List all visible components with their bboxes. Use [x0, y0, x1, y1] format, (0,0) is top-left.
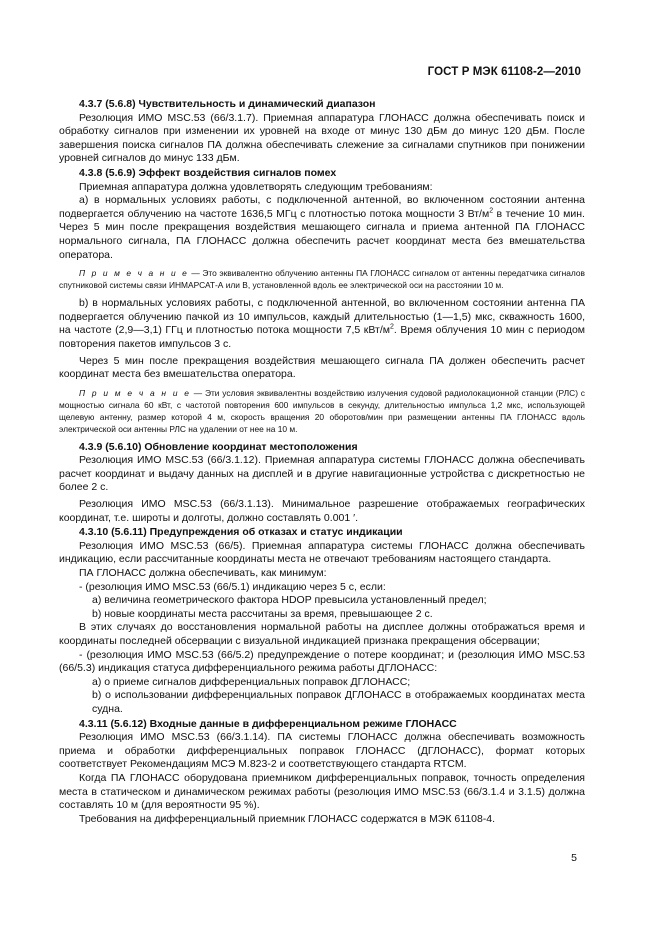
- list-item-a: а) о приеме сигналов дифференциальных поправок ДГЛОНАСС;: [92, 675, 411, 688]
- section-heading-4-3-9: 4.3.9 (5.6.10) Обновление координат местоположения: [79, 440, 358, 453]
- paragraph: Когда ПА ГЛОНАСС оборудована приемником дифференциальных поправок, точность определения места в статическом и динамическом режимах работы (резолюция ИМО MSC.53 (66/3.1.4 и 3.1.5) должна составлять 10 м (для вероятности 95 %).: [59, 771, 585, 812]
- section-heading-4-3-10: 4.3.10 (5.6.11) Предупреждения об отказах и статус индикации: [79, 526, 403, 539]
- note-text: — Это эквивалентно облучению антенны ПА ГЛОНАСС сигналом от антенны передатчика сигналов спутниковой системы связи ИНМАРСАТ-А или В, установленной вдоль ее электрической оси на расстоянии 10 м.: [59, 268, 585, 291]
- note-label: П р и м е ч а н и е: [79, 268, 189, 279]
- note: [59, 387, 585, 435]
- text-span: а) в нормальных условиях работы, с подключенной антенной, во включенном состоянии антенна подвергается облучению на частоте 1636,5 МГц с плотностью потока мощности 3 Вт/м: [59, 194, 585, 220]
- text-span: . Время облучения 10 мин с периодом повторения пакетов импульсов 3 с.: [59, 324, 586, 350]
- section-heading-4-3-7: 4.3.7 (5.6.8) Чувствительность и динамический диапазон: [79, 98, 376, 110]
- text-span: b) в нормальных условиях работы, с подключенной антенной, во включенном состоянии антенна ПА подвергается облучению пачкой из 10 импульсов, каждый длительностью (1—1,5) мкс, скважность 1600, на частоте (2,9—3,1) ГГц и плотностью потока мощности 7,5 кВт/м: [59, 297, 585, 337]
- superscript: 2: [489, 207, 494, 215]
- section-heading-4-3-11: 4.3.11 (5.6.12) Входные данные в дифференциальном режиме ГЛОНАСС: [79, 717, 457, 730]
- list-item-b: b) новые координаты места рассчитаны за время, превышающее 2 с.: [92, 607, 433, 620]
- page-number: 5: [571, 852, 577, 864]
- document-id-header: ГОСТ Р МЭК 61108-2—2010: [427, 66, 581, 78]
- list-item-a: [59, 194, 585, 262]
- paragraph: Резолюция ИМО MSC.53 (66/3.1.12). Приемная аппаратура системы ГЛОНАСС должна обеспечивать расчет координат и выдачу данных на дисплей и в другие навигационные устройства с дискретностью не более 2 с.: [59, 454, 585, 494]
- list-item-b: b) о использовании дифференциальных поправок ДГЛОНАСС в отображаемых координатах места судна.: [92, 689, 585, 715]
- paragraph: - (резолюция ИМО MSC.53 (66/5.1) индикацию через 5 с, если:: [79, 580, 386, 593]
- superscript: 2: [389, 323, 394, 331]
- paragraph: Резолюция ИМО MSC.53 (66/3.1.13). Минимальное разрешение отображаемых географических координат, т.е. широты и долготы, должно составлять 0.001 ′.: [59, 498, 585, 524]
- note: [59, 267, 585, 291]
- paragraph: Резолюция ИМО MSC.53 (66/3.1.7). Приемная аппаратура ГЛОНАСС должна обеспечивать поиск и обработку сигналов при изменении их уровней на входе от минус 130 дБм до минус 120 дБм. После завершения поиска сигналов ПА должна обеспечивать слежение за сигналами спутников при понижении уровней сигналов до минус 133 дБм.: [59, 111, 585, 165]
- note-text: — Эти условия эквивалентны воздействию излучения судовой радиолокационной станции (РЛС) с мощностью сигнала 60 кВт, с частотой повторения 600 импульсов в секунду, длительностью импульса 1,2 мкс, использующей щелевую антенну, размер которой 4 м, скорость вращения 20 оборотов/мин при размещении антенны ПА ГЛОНАСС вдоль электрической оси антенны РЛС на удалении от нее на 10 м.: [59, 387, 585, 434]
- note-label: П р и м е ч а н и е: [79, 387, 191, 398]
- paragraph: Резолюция ИМО MSC.53 (66/3.1.14). ПА системы ГЛОНАСС должна обеспечивать возможность приема и обработки дифференциальных поправок ГЛОНАСС (ДГЛОНАСС), формат которых соответствует Рекомендациям МСЭ М.823-2 и соответствующего стандарта RTCM.: [59, 731, 585, 771]
- paragraph: Резолюция ИМО MSC.53 (66/5). Приемная аппаратура системы ГЛОНАСС должна обеспечивать индикацию, если рассчитанные координаты места не отвечают требованиям настоящего стандарта.: [59, 539, 585, 566]
- list-item-b: [59, 297, 585, 351]
- paragraph: ПА ГЛОНАСС должна обеспечивать, как минимум:: [79, 567, 327, 580]
- paragraph: В этих случаях до восстановления нормальной работы на дисплее должны отображаться время и координаты последней обсервации с визуальной индикацией признака прекращения обсервации;: [59, 621, 585, 647]
- text-span: в течение 10 мин. Через 5 мин после прекращения воздействия мешающего сигнала и приема антенной ПА ГЛОНАСС нормального сигнала, ПА ГЛОНАСС должна обеспечить расчет координат места без вмешательства оператора.: [59, 207, 585, 261]
- paragraph: Требования на дифференциальный приемник ГЛОНАСС содержатся в МЭК 61108-4.: [79, 812, 496, 825]
- paragraph: - (резолюция ИМО MSC.53 (66/5.2) предупреждение о потере координат; и (резолюция ИМО MSC.53 (66/5.3) индикация статуса дифференциального режима работы ДГЛОНАСС:: [59, 648, 585, 675]
- document-body: [59, 97, 585, 826]
- paragraph: Через 5 мин после прекращения воздействия мешающего сигнала ПА должен обеспечить расчет координат места без вмешательства оператора.: [59, 354, 585, 381]
- section-heading-4-3-8: 4.3.8 (5.6.9) Эффект воздействия сигналов помех: [79, 166, 337, 179]
- list-item-a: а) величина геометрического фактора HDOP превысила установленный предел;: [92, 594, 487, 607]
- paragraph: Приемная аппаратура должна удовлетворять следующим требованиям:: [79, 180, 433, 193]
